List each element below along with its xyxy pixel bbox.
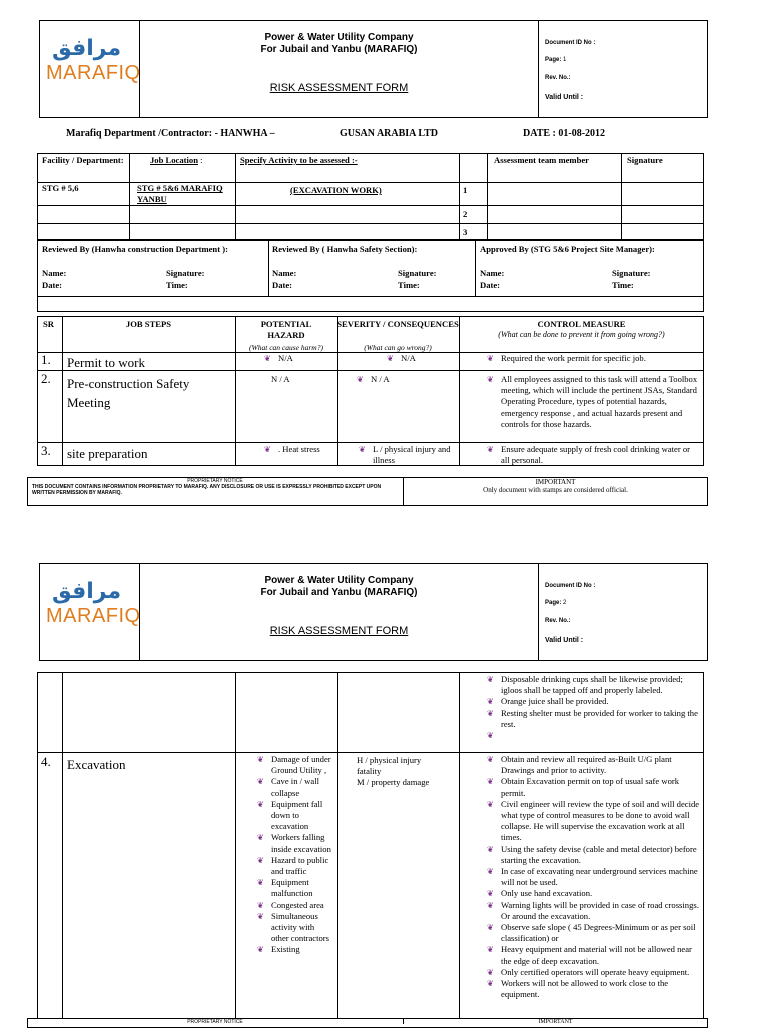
rev-no-label-2: Rev. No.:: [545, 618, 571, 624]
row2-control: ❦ All employees assigned to this task will attend a Toolbox meeting, which will include the pertinent JSAs, Standard Operating Procedure, types of potential hazards, emergency response , and actual hazards present and controls for those hazards.: [485, 374, 700, 430]
row4-severity-1: H / physical injury fatality: [357, 755, 422, 776]
facility-value: STG # 5,6: [42, 183, 79, 193]
job-location-value: STG # 5&6 MARAFIQ YANBU: [137, 183, 223, 204]
marafiq-logo-arabic-2: مرافق: [52, 579, 122, 604]
row3-hazard: ❦ . Heat stress: [262, 444, 334, 455]
proprietary-notice-title: PROPRIETARY NOTICE: [187, 478, 243, 484]
row3-severity: ❦ L / physical injury and illness: [357, 444, 453, 466]
row2-severity: ❦ N / A: [355, 374, 435, 385]
row4-severity-2: M / property damage: [357, 777, 430, 787]
row4-hazard-list: ❦ Damage of under Ground Utility , ❦ Cave in / wall collapse ❦ Equipment fall down to excavation ❦ Workers falling inside excavation ❦ Hazard to public and traffic ❦ Equipment malfunction ❦ Congested area ❦ Simultaneous activity with other contractors ❦ Existing: [255, 754, 333, 956]
col-severity-sub: (What can go wrong?): [364, 343, 432, 352]
row1-severity: ❦ N/A: [385, 353, 455, 364]
row-number-1: 1: [463, 185, 468, 195]
contractor-name: GUSAN ARABIA LTD: [340, 128, 438, 139]
company-subtitle: For Jubail and Yanbu (MARAFIQ): [260, 44, 418, 55]
date-label-3: Date:: [480, 280, 501, 290]
company-subtitle-2: For Jubail and Yanbu (MARAFIQ): [260, 587, 418, 598]
time-label-2: Time:: [398, 280, 420, 290]
name-label-1: Name:: [42, 268, 67, 278]
row2-hazard: N / A: [271, 374, 290, 384]
row-number-3: 3: [463, 227, 468, 237]
row-number-2: 2: [463, 209, 468, 219]
department-contractor: Marafiq Department /Contractor: - HANWHA –: [66, 128, 275, 139]
reviewed-by-safety: Reviewed By ( Hanwha Safety Section):: [272, 244, 418, 254]
rev-no-label: Rev. No.:: [545, 75, 571, 81]
row4-sr: 4.: [41, 754, 51, 769]
form-title: RISK ASSESSMENT FORM: [269, 82, 409, 94]
name-label-3: Name:: [480, 268, 505, 278]
valid-until-label-2: Valid Until :: [545, 637, 584, 644]
marafiq-logo-english: MARAFIQ: [46, 62, 141, 84]
row3-control: ❦ Ensure adequate supply of fresh cool drinking water or all personal.: [485, 444, 700, 466]
row3-sr: 3.: [41, 443, 51, 458]
proprietary-notice-text: THIS DOCUMENT CONTAINS INFORMATION PROPRIETARY TO MARAFIQ. ANY DISCLOSURE OR USE IS EXPRESSLY PROHIBITED EXCEPT UPON WRITTEN PERMISSION BY MARAFIQ.: [32, 484, 382, 496]
assessment-team-label: Assessment team member: [494, 155, 589, 165]
col-hazard-sub: (What can cause harm?): [249, 343, 323, 352]
row4-step: Excavation: [67, 757, 126, 772]
important-title: IMPORTANT: [535, 478, 576, 486]
signature-label-2: Signature:: [398, 268, 437, 278]
activity-label: Specify Activity to be assessed :-: [240, 155, 358, 165]
continued-control-list: ❦ Disposable drinking cups shall be likewise provided; igloos shall be tapped off and properly labeled. ❦ Orange juice shall be provided. ❦ Resting shelter must be provided for worker to taking the rest. ❦: [485, 674, 700, 741]
company-name: Power & Water Utility Company: [264, 32, 414, 43]
signature-label-1: Signature:: [166, 268, 205, 278]
time-label-3: Time:: [612, 280, 634, 290]
row2-sr: 2.: [41, 371, 51, 386]
time-label-1: Time:: [166, 280, 188, 290]
approved-by: Approved By (STG 5&6 Project Site Manager):: [480, 244, 655, 254]
date-label-2: Date:: [272, 280, 293, 290]
row4-control-list: ❦ Obtain and review all required as-Built U/G plant Drawings and prior to activity. ❦ Obtain Excavation permit on top of usual safe work permit. ❦ Civil engineer will review the type of soil and will decide what type of control measures to be done to avoid wall collapse. He will supervise the excavation work at all times. ❦ Using the safety devise (cable and metal detector) before starting the excavation. ❦ In case of excavating near underground services machine will not be used. ❦ Only use hand excavation. ❦ Warning lights will be provided in case of road crossings. Or around the excavation. ❦ Observe safe slope ( 45 Degrees-Minimum or as per soil classification) or ❦ Heavy equipment and material will not be allowed near the edge of deep excavation. ❦ Only certified operators will operate heavy equipment. ❦ Workers will not be allowed to work close to the equipment.: [485, 754, 700, 1000]
col-control-sub: (What can be done to prevent it from going wrong?): [498, 330, 665, 339]
page-label: Page: 1: [545, 57, 567, 63]
col-sr: SR: [43, 319, 54, 329]
important-text: Only document with stamps are considered official.: [483, 486, 628, 494]
proprietary-notice-title-2: PROPRIETARY NOTICE: [187, 1019, 243, 1025]
col-job-steps: JOB STEPS: [125, 319, 172, 329]
form-title-2: RISK ASSESSMENT FORM: [269, 625, 409, 637]
col-control-measure: CONTROL MEASURE: [537, 319, 626, 329]
marafiq-logo-english-2: MARAFIQ: [46, 605, 141, 627]
col-severity: SEVERITY / CONSEQUENCES: [337, 319, 459, 329]
name-label-2: Name:: [272, 268, 297, 278]
col-potential-hazard: POTENTIAL HAZARD: [260, 319, 312, 340]
company-name-2: Power & Water Utility Company: [264, 575, 414, 586]
form-date: DATE : 01-08-2012: [523, 128, 606, 139]
document-id-label: Document ID No :: [545, 40, 596, 46]
document-id-label-2: Document ID No :: [545, 583, 596, 589]
signature-label: Signature: [627, 155, 663, 165]
facility-label: Facility / Department:: [42, 155, 124, 165]
row1-hazard: ❦ N/A: [262, 353, 332, 364]
row1-step: Permit to work: [67, 355, 145, 370]
row1-control: ❦ Required the work permit for specific job.: [485, 353, 700, 364]
job-location-label: Job Location :: [150, 155, 203, 165]
page-label-2: Page: 2: [545, 600, 567, 606]
signature-label-3: Signature:: [612, 268, 651, 278]
activity-value: (EXCAVATION WORK): [290, 185, 382, 195]
row3-step: site preparation: [67, 446, 148, 461]
row2-step: Pre-construction Safety Meeting: [67, 376, 190, 410]
valid-until-label: Valid Until :: [545, 94, 584, 101]
reviewed-by-construction: Reviewed By (Hanwha construction Department ):: [42, 244, 228, 254]
marafiq-logo-arabic: مرافق: [52, 36, 122, 61]
row1-sr: 1.: [41, 352, 51, 367]
important-title-2: IMPORTANT: [538, 1019, 573, 1025]
date-label-1: Date:: [42, 280, 63, 290]
